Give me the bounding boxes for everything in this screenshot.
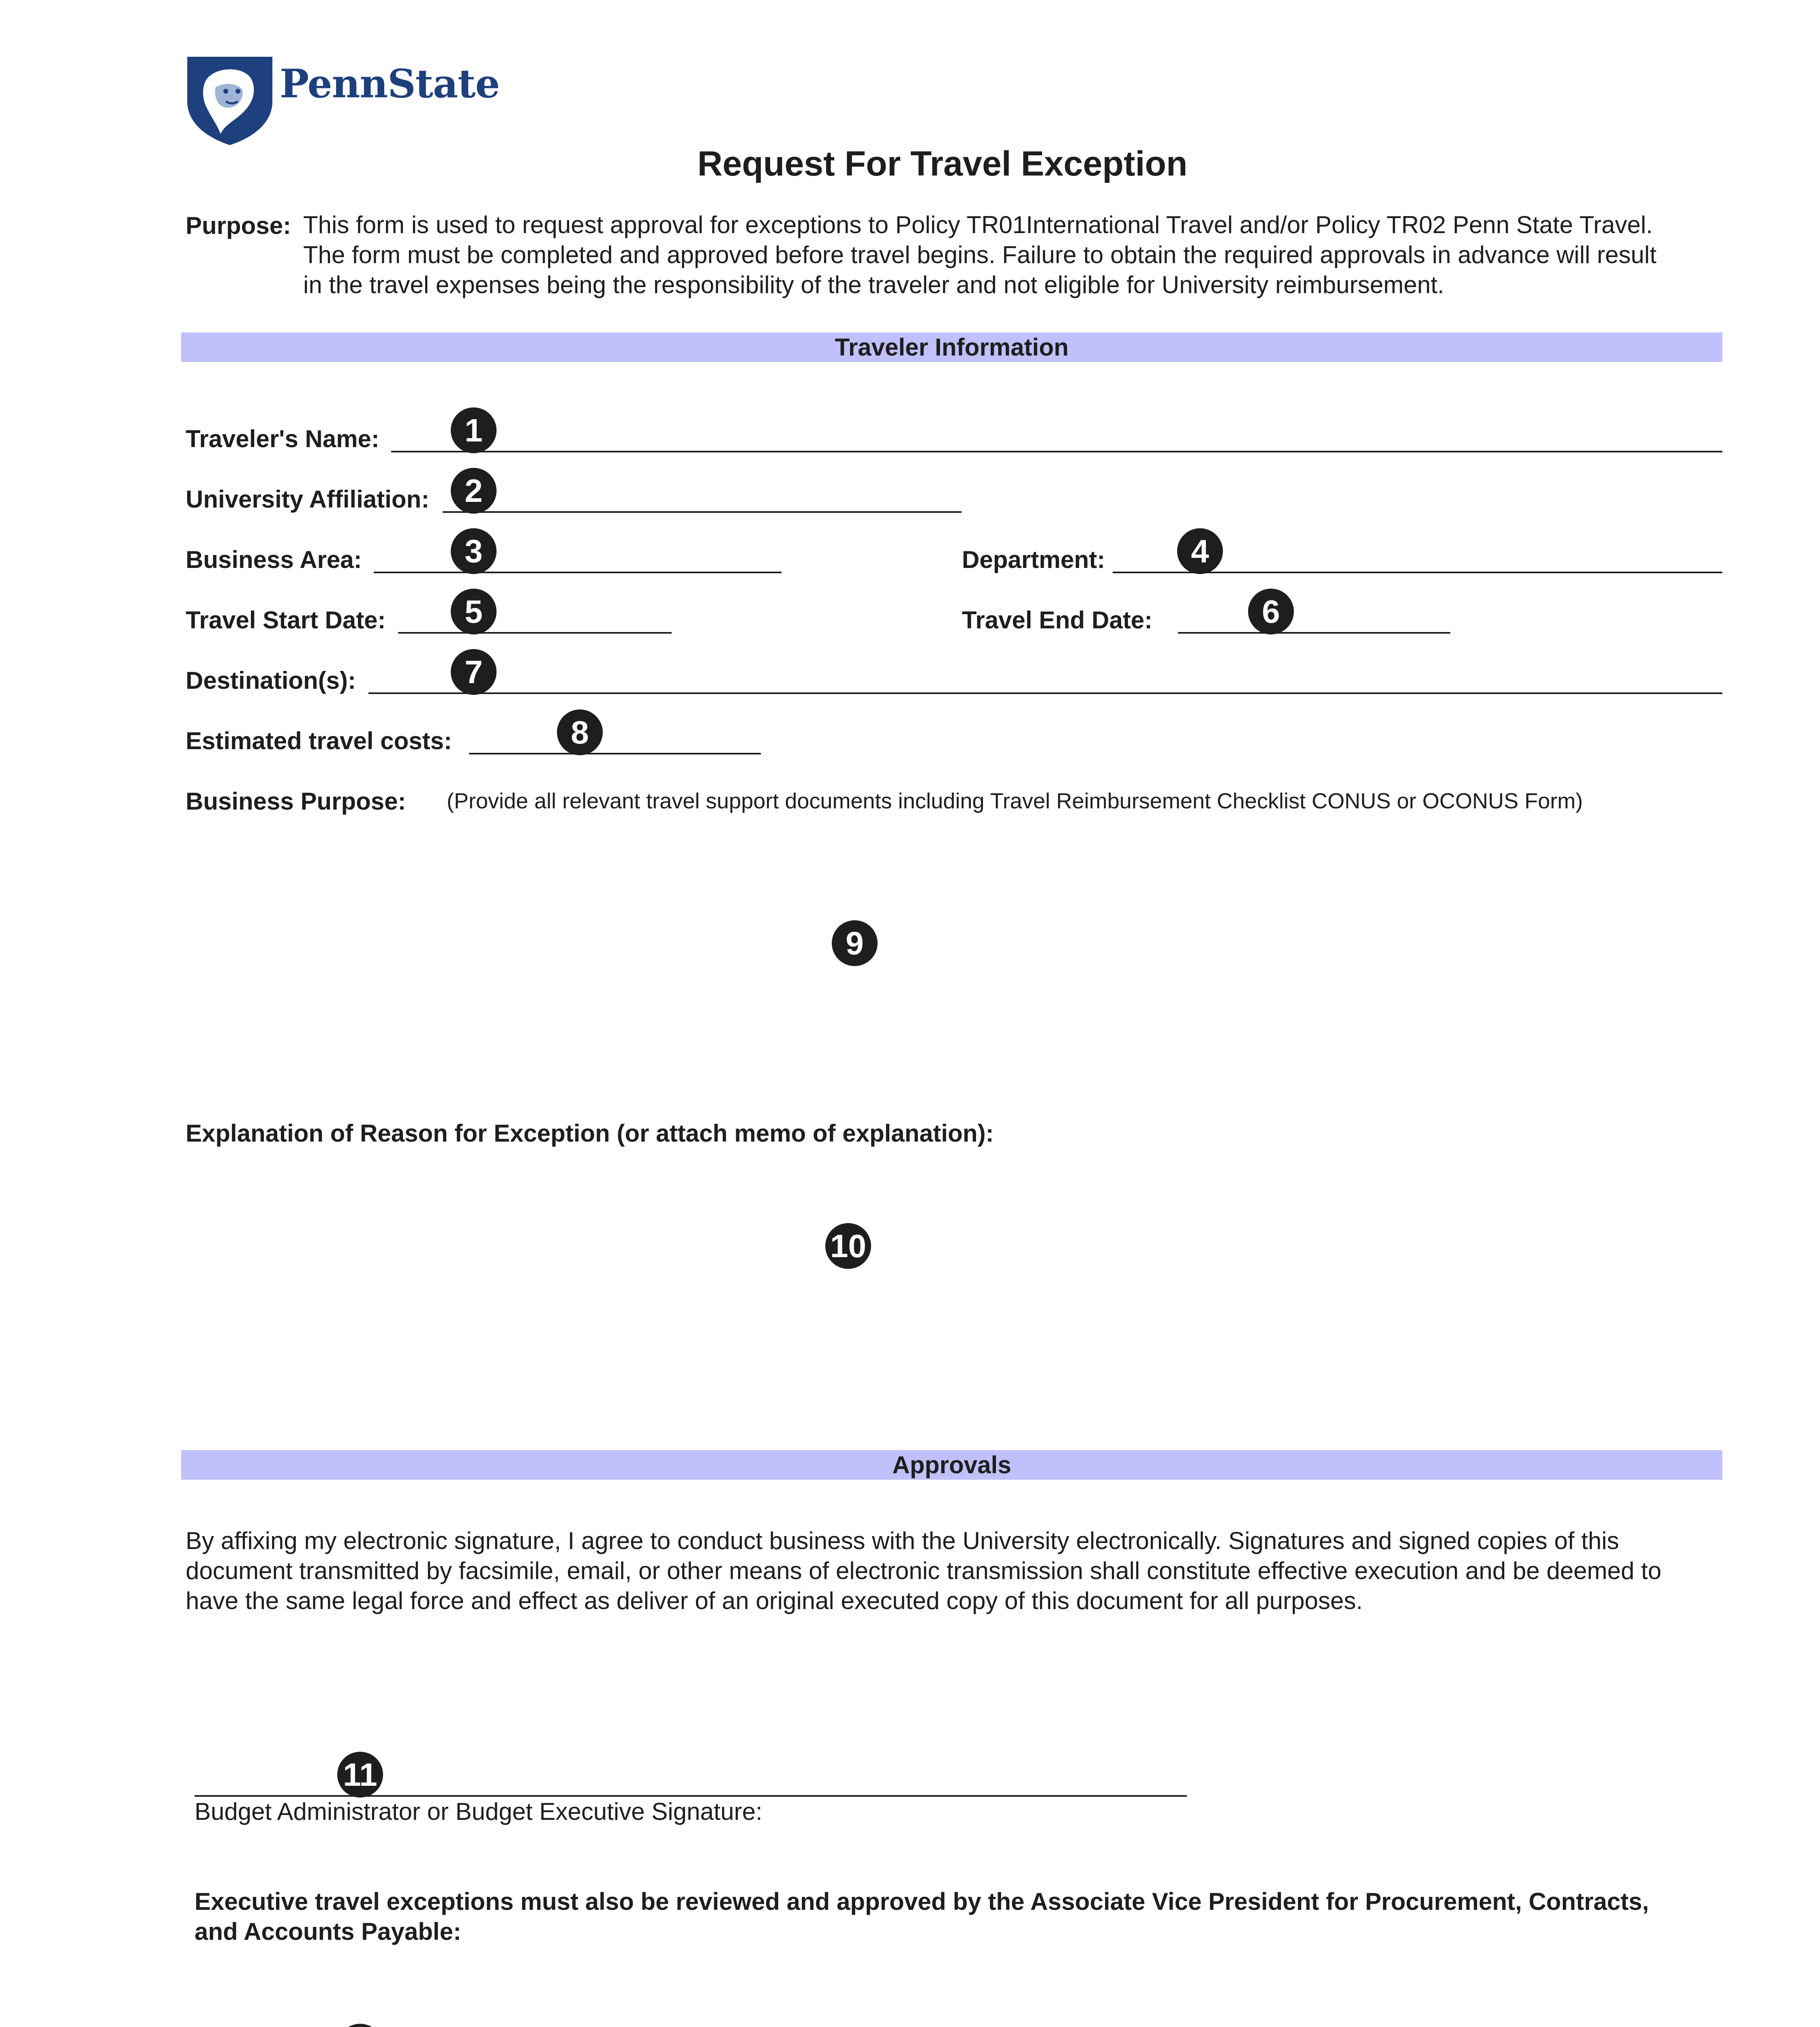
travelers-name-field[interactable]	[391, 451, 1722, 452]
field-marker-2: 2	[451, 468, 497, 514]
explanation-field[interactable]	[186, 1155, 1722, 1439]
travel-end-date-label: Travel End Date:	[962, 606, 1153, 634]
business-area-field[interactable]	[374, 572, 782, 573]
estimated-costs-field[interactable]	[469, 753, 761, 754]
field-marker-1: 1	[451, 407, 497, 453]
penn-state-logo	[183, 53, 276, 146]
field-marker-6: 6	[1248, 589, 1294, 634]
page-title: Request For Travel Exception	[697, 144, 1188, 183]
department-label: Department:	[962, 546, 1105, 573]
estimated-costs-label: Estimated travel costs:	[186, 727, 452, 754]
field-marker-11: 11	[337, 1752, 383, 1798]
purpose-line-1: This form is used to request approval for exceptions to Policy TR01International Travel and/or Policy TR02 Penn State Travel.	[303, 211, 1653, 238]
field-marker-4: 4	[1177, 528, 1223, 574]
approvals-heading: Approvals	[181, 1450, 1722, 1480]
travel-start-date-field[interactable]	[398, 632, 672, 634]
purpose-label: Purpose:	[186, 212, 291, 239]
business-purpose-note: (Provide all relevant travel support documents including Travel Reimbursement Checklist CONUS or OCONUS Form)	[447, 789, 1583, 813]
executive-note-line-2: and Accounts Payable:	[195, 1918, 461, 1945]
business-area-label: Business Area:	[186, 546, 362, 573]
destinations-label: Destination(s):	[186, 667, 356, 694]
field-marker-7: 7	[451, 649, 497, 695]
purpose-line-2: The form must be completed and approved before travel begins. Failure to obtain the required approvals in advance will result	[303, 241, 1657, 268]
field-marker-8: 8	[557, 709, 603, 755]
travelers-name-label: Traveler's Name:	[186, 425, 379, 452]
university-affiliation-field[interactable]	[443, 511, 961, 513]
university-affiliation-label: University Affiliation:	[186, 486, 430, 513]
business-purpose-label: Business Purpose:	[186, 788, 406, 815]
field-marker-10: 10	[825, 1223, 871, 1269]
logo-wordmark: PennState	[280, 61, 500, 107]
business-purpose-field[interactable]	[186, 823, 1722, 1099]
travel-start-date-label: Travel Start Date:	[186, 606, 386, 634]
field-marker-12	[337, 2024, 383, 2027]
traveler-information-heading: Traveler Information	[181, 332, 1722, 362]
field-marker-3: 3	[451, 528, 497, 574]
field-marker-5: 5	[451, 589, 497, 634]
explanation-label: Explanation of Reason for Exception (or attach memo of explanation):	[186, 1120, 994, 1147]
nittany-lion-shield-icon	[183, 53, 276, 146]
destinations-field[interactable]	[368, 692, 1722, 694]
agreement-line-1: By affixing my electronic signature, I agree to conduct business with the University electronically. Signatures and signed copies of this	[186, 1527, 1619, 1554]
agreement-line-3: have the same legal force and effect as deliver of an original executed copy of this document for all purposes.	[186, 1587, 1363, 1614]
travel-end-date-field[interactable]	[1178, 632, 1450, 634]
executive-note-line-1: Executive travel exceptions must also be reviewed and approved by the Associate Vice President for Procurement, Contracts,	[195, 1888, 1649, 1915]
field-marker-9: 9	[832, 920, 878, 966]
agreement-line-2: document transmitted by facsimile, email, or other means of electronic transmission shall constitute effective execution and be deemed to	[186, 1557, 1662, 1584]
budget-signature-label: Budget Administrator or Budget Executive Signature:	[195, 1798, 762, 1825]
purpose-line-3: in the travel expenses being the responsibility of the traveler and not eligible for University reimbursement.	[303, 271, 1444, 298]
